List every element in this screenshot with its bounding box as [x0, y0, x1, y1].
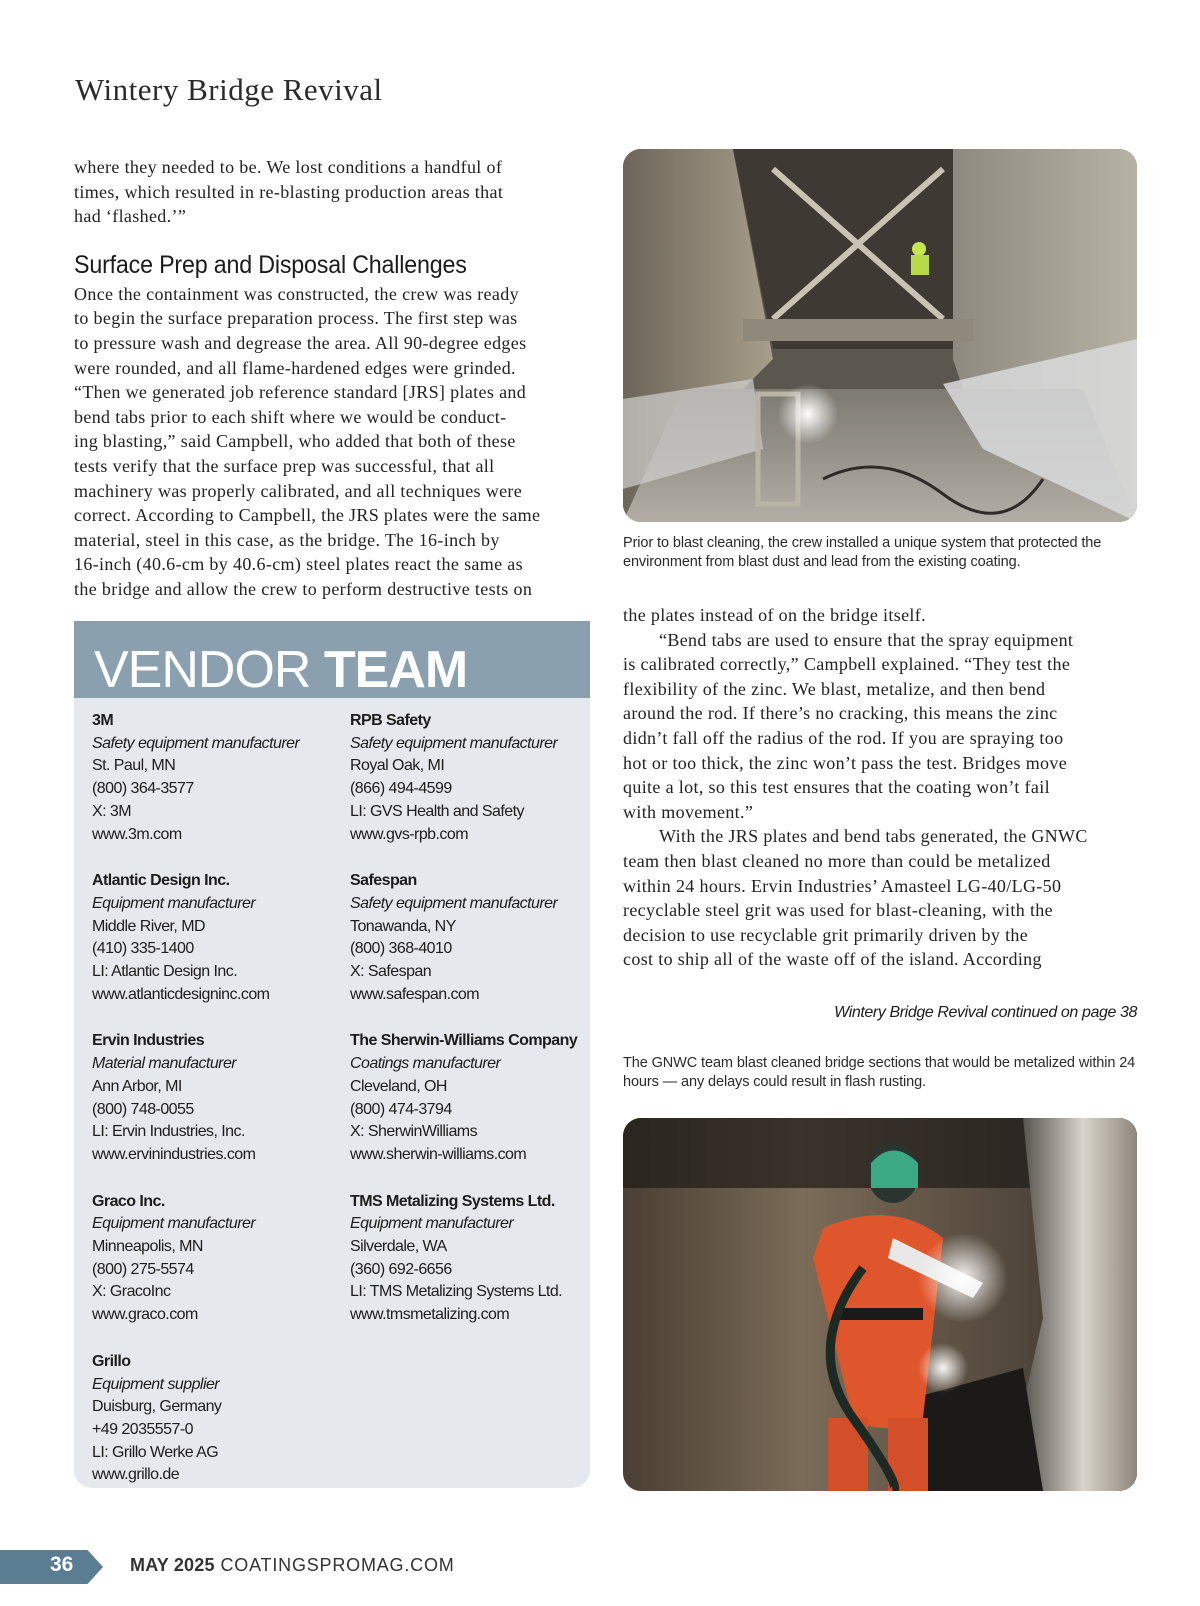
vendor-detail-line: X: SherwinWilliams	[350, 1123, 478, 1141]
vendor-role: Safety equipment manufacturer	[92, 734, 300, 752]
vendor-name: RPB Safety	[350, 712, 431, 729]
right-paragraph-2: “Bend tabs are used to ensure that the spray equipment is calibrated correctly,” Campbell explained. “They test the flexibility of the zinc. We blast, metalize, and then bend around the rod. If there’s no cracking, this means the zinc didn’t fall off the radius of the rod. If you are spraying too hot or too thick, the zinc won’t pass the test. Bridges move quite a lot, so this test ensures that the coating won’t fail with movement.”	[623, 629, 1074, 822]
vendor-team-banner	[74, 621, 590, 698]
vendor-entry	[92, 1351, 332, 1487]
vendor-name: TMS Metalizing Systems Ltd.	[350, 1192, 555, 1210]
vendor-detail-line: www.ervinindustries.com	[92, 1145, 256, 1163]
intro-paragraph: where they needed to be. We lost conditions a handful of times, which resulted in re-blasting production areas that had ‘flashed.’”	[74, 157, 504, 227]
vendor-detail-line: (410) 335-1400	[92, 940, 194, 958]
vendor-role: Equipment supplier	[92, 1375, 220, 1393]
vendor-detail-line: (800) 364-3577	[92, 780, 194, 798]
vendor-detail-line: Cleveland, OH	[350, 1077, 447, 1095]
vendor-name: 3M	[92, 712, 114, 729]
vendor-detail-line: LI: Ervin Industries, Inc.	[92, 1123, 245, 1141]
vendor-detail-line: LI: GVS Health and Safety	[350, 802, 524, 820]
vendor-entry	[92, 870, 332, 1006]
footer-publication-line: MAY 2025 COATINGSPROMAG.COM	[130, 1555, 455, 1575]
vendor-detail-line: www.graco.com	[92, 1306, 198, 1324]
vendor-detail-line: St. Paul, MN	[92, 757, 176, 775]
vendor-detail-line: Duisburg, Germany	[92, 1398, 222, 1416]
vendor-name: Ervin Industries	[92, 1032, 205, 1050]
vendor-entry	[92, 710, 332, 846]
vendor-detail-line: www.tmsmetalizing.com	[350, 1306, 510, 1324]
vendor-entry	[350, 1191, 590, 1327]
vendor-role: Equipment manufacturer	[92, 1215, 256, 1233]
photo-caption-bottom: The GNWC team blast cleaned bridge sections that would be metalized within 24 hours — any delays could result in flash rusting.	[623, 1055, 1136, 1090]
vendor-name: The Sherwin-Williams Company	[350, 1032, 578, 1050]
vendor-detail-line: X: 3M	[92, 802, 132, 820]
vendor-detail-line: Royal Oak, MI	[350, 757, 445, 775]
vendor-entry	[350, 710, 590, 846]
vendor-detail-line: www.grillo.de	[92, 1466, 180, 1484]
vendor-role: Coatings manufacturer	[350, 1055, 501, 1073]
vendor-role: Equipment manufacturer	[350, 1215, 514, 1233]
vendor-detail-line: (800) 748-0055	[92, 1100, 194, 1118]
vendor-role: Equipment manufacturer	[92, 894, 256, 912]
vendor-detail-line: www.safespan.com	[350, 985, 480, 1003]
vendor-entry	[350, 870, 590, 1006]
vendor-role: Material manufacturer	[92, 1055, 237, 1073]
continued-on-page-note: Wintery Bridge Revival continued on page 38	[834, 1004, 1137, 1021]
running-head: Wintery Bridge Revival	[75, 72, 383, 107]
blasting-photo-image	[623, 1118, 1137, 1491]
vendor-detail-line: www.atlanticdesigninc.com	[92, 985, 270, 1003]
vendor-team-title: VENDOR TEAM	[94, 641, 468, 699]
vendor-name: Safespan	[350, 872, 417, 890]
right-paragraph-1: the plates instead of on the bridge itself.	[623, 605, 926, 625]
vendor-detail-line: X: GracoInc	[92, 1283, 171, 1301]
vendor-detail-line: (800) 368-4010	[350, 940, 452, 958]
vendor-name: Graco Inc.	[92, 1192, 165, 1210]
vendor-detail-line: +49 2035557-0	[92, 1420, 193, 1438]
vendor-entry	[92, 1030, 332, 1166]
vendor-detail-line: www.gvs-rpb.com	[350, 825, 469, 843]
vendor-detail-line: Ann Arbor, MI	[92, 1077, 182, 1095]
vendor-detail-line: LI: Grillo Werke AG	[92, 1443, 219, 1461]
section-heading: Surface Prep and Disposal Challenges	[74, 250, 467, 279]
vendor-name: Atlantic Design Inc.	[92, 872, 230, 890]
vendor-team-box	[74, 621, 590, 1488]
vendor-detail-line: www.sherwin-williams.com	[350, 1145, 527, 1163]
vendor-column-1	[92, 710, 332, 1488]
vendor-entry	[350, 1030, 590, 1166]
vendor-detail-line: (360) 692-6656	[350, 1260, 452, 1278]
containment-photo	[623, 149, 1137, 522]
blasting-photo	[623, 1118, 1137, 1491]
vendor-detail-line: Minneapolis, MN	[92, 1238, 203, 1256]
vendor-role: Safety equipment manufacturer	[350, 734, 558, 752]
vendor-detail-line: Middle River, MD	[92, 917, 206, 935]
surface-prep-paragraph: Once the containment was constructed, the crew was ready to begin the surface preparation process. The first step was to pressure wash and degrease the area. All 90-degree edges were rounded, and all flame-hardened edges were grinded. “Then we generated job reference standard [JRS] plates and bend tabs prior to each shift where we would be conduct- ing blasting,” said Campbell, who added that both of these tests verify that the surface prep was successful, that all machinery was properly calibrated, and all techniques were correct. According to Campbell, the JRS plates were the same material, steel in this case, as the bridge. The 16-inch by 16-inch (40.6-cm by 40.6-cm) steel plates react the same as the bridge and allow the crew to perform destructive tests on	[74, 283, 541, 599]
vendor-role: Safety equipment manufacturer	[350, 894, 558, 912]
vendor-detail-line: (800) 474-3794	[350, 1100, 452, 1118]
left-column	[74, 155, 590, 602]
vendor-column-2	[350, 710, 590, 1351]
vendor-detail-line: Tonawanda, NY	[350, 917, 456, 935]
vendor-detail-line: Silverdale, WA	[350, 1238, 447, 1256]
vendor-detail-line: LI: TMS Metalizing Systems Ltd.	[350, 1283, 563, 1301]
right-paragraph-3: With the JRS plates and bend tabs generated, the GNWC team then blast cleaned no more than could be metalized within 24 hours. Ervin Industries’ Amasteel LG-40/LG-50 recyclable steel grit was used for blast-cleaning, with the decision to use recyclable grit primarily driven by the cost to ship all of the waste off of the island. According	[623, 826, 1088, 970]
vendor-entry	[92, 1191, 332, 1327]
photo-caption-top: Prior to blast cleaning, the crew installed a unique system that protected the environment from blast dust and lead from the existing coating.	[623, 535, 1102, 570]
page-number: 36	[50, 1553, 74, 1576]
right-column	[623, 603, 1143, 972]
vendor-detail-line: (866) 494-4599	[350, 780, 452, 798]
vendor-detail-line: (800) 275-5574	[92, 1260, 194, 1278]
vendor-detail-line: www.3m.com	[92, 825, 182, 843]
vendor-detail-line: X: Safespan	[350, 963, 432, 981]
vendor-detail-line: LI: Atlantic Design Inc.	[92, 963, 238, 981]
vendor-name: Grillo	[92, 1352, 131, 1370]
containment-photo-image	[623, 149, 1137, 522]
